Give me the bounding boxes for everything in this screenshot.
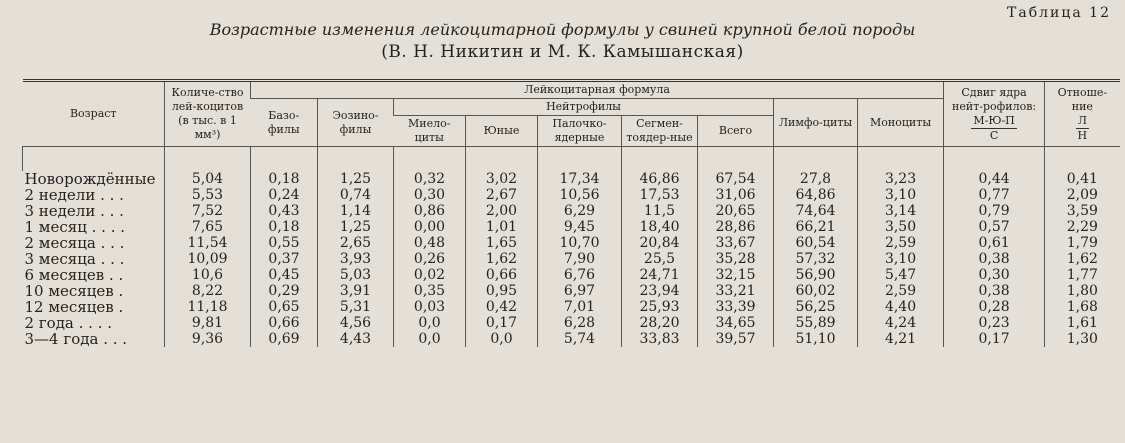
header-shift-label: Сдвиг ядра нейт-рофилов:: [952, 85, 1037, 113]
cell-count: 7,52: [165, 203, 251, 219]
cell-shift: 0,44: [944, 171, 1045, 187]
header-ratio-denominator: Н: [1077, 128, 1088, 142]
cell-age: 6 месяцев . .: [24, 266, 124, 284]
cell-eos: 5,03: [318, 267, 394, 283]
cell-seg: 11,5: [622, 203, 698, 219]
header-eosinophils: Эозино-филы: [318, 99, 394, 147]
cell-ratio: 1,80: [1045, 283, 1120, 299]
cell-ratio: 1,61: [1045, 315, 1120, 331]
cell-ratio: 1,79: [1045, 235, 1120, 251]
cell-shift: 0,28: [944, 299, 1045, 315]
cell-eos: 3,91: [318, 283, 394, 299]
cell-band: 5,74: [538, 331, 622, 347]
header-shift: [944, 81, 1045, 147]
cell-seg: 33,83: [622, 331, 698, 347]
cell-baso: 0,65: [251, 299, 318, 315]
cell-mono: 3,10: [858, 187, 944, 203]
table-row: [23, 299, 1120, 315]
cell-myel: 0,32: [394, 171, 466, 187]
header-basophils: Базо-филы: [251, 99, 318, 147]
cell-band: 6,28: [538, 315, 622, 331]
cell-ratio: 3,59: [1045, 203, 1120, 219]
header-count: Количе-ство лей-коцитов (в тыс. в 1 мм³): [165, 81, 251, 147]
cell-myel: 0,03: [394, 299, 466, 315]
cell-count: 5,53: [165, 187, 251, 203]
cell-mono: 4,24: [858, 315, 944, 331]
cell-myel: 0,30: [394, 187, 466, 203]
cell-mono: 3,50: [858, 219, 944, 235]
cell-count: 9,81: [165, 315, 251, 331]
leukocyte-table: [22, 79, 1120, 347]
cell-band: 6,29: [538, 203, 622, 219]
cell-age: 3 недели . . .: [24, 202, 124, 220]
cell-age: 3—4 года . . .: [24, 330, 128, 348]
cell-band: 10,70: [538, 235, 622, 251]
cell-eos: 5,31: [318, 299, 394, 315]
cell-baso: 0,29: [251, 283, 318, 299]
cell-young: 1,62: [466, 251, 538, 267]
cell-mono: 2,59: [858, 235, 944, 251]
cell-count: 11,54: [165, 235, 251, 251]
cell-band: 7,01: [538, 299, 622, 315]
cell-mono: 3,10: [858, 251, 944, 267]
cell-seg: 17,53: [622, 187, 698, 203]
cell-age: 12 месяцев .: [24, 298, 124, 316]
header-shift-numerator: М-Ю-П: [973, 113, 1015, 127]
cell-seg: 18,40: [622, 219, 698, 235]
cell-age: 2 недели . . .: [24, 186, 124, 204]
cell-mono: 2,59: [858, 283, 944, 299]
table-row: [23, 187, 1120, 203]
cell-count: 8,22: [165, 283, 251, 299]
cell-eos: 3,93: [318, 251, 394, 267]
cell-lymph: 64,86: [774, 187, 858, 203]
cell-lymph: 27,8: [774, 171, 858, 187]
table-row: [23, 203, 1120, 219]
cell-shift: 0,79: [944, 203, 1045, 219]
cell-eos: 1,14: [318, 203, 394, 219]
header-formula-group: Лейкоцитарная формула: [251, 81, 944, 99]
cell-baso: 0,69: [251, 331, 318, 347]
cell-age: 10 месяцев .: [24, 282, 124, 300]
cell-baso: 0,55: [251, 235, 318, 251]
table-row: [23, 171, 1120, 187]
cell-seg: 20,84: [622, 235, 698, 251]
header-ratio-numerator: Л: [1077, 113, 1087, 127]
cell-count: 11,18: [165, 299, 251, 315]
cell-count: 9,36: [165, 331, 251, 347]
header-band: Палочко-ядерные: [538, 116, 622, 147]
cell-shift: 0,57: [944, 219, 1045, 235]
cell-seg: 25,93: [622, 299, 698, 315]
table-row: [23, 267, 1120, 283]
cell-total: 31,06: [698, 187, 774, 203]
cell-age: 2 года . . . .: [24, 314, 113, 332]
cell-young: 0,17: [466, 315, 538, 331]
cell-shift: 0,61: [944, 235, 1045, 251]
cell-young: 0,66: [466, 267, 538, 283]
cell-eos: 1,25: [318, 219, 394, 235]
spacer-row: [23, 147, 1120, 172]
cell-young: 2,00: [466, 203, 538, 219]
cell-baso: 0,37: [251, 251, 318, 267]
cell-lymph: 51,10: [774, 331, 858, 347]
cell-count: 5,04: [165, 171, 251, 187]
cell-eos: 1,25: [318, 171, 394, 187]
cell-band: 17,34: [538, 171, 622, 187]
header-monocytes: Моноциты: [858, 99, 944, 147]
cell-shift: 0,38: [944, 251, 1045, 267]
cell-baso: 0,18: [251, 219, 318, 235]
cell-ratio: 0,41: [1045, 171, 1120, 187]
cell-eos: 2,65: [318, 235, 394, 251]
cell-age: Новорождённые: [24, 170, 156, 188]
cell-lymph: 60,54: [774, 235, 858, 251]
cell-mono: 5,47: [858, 267, 944, 283]
cell-age: 3 месяца . . .: [24, 250, 125, 268]
cell-band: 6,76: [538, 267, 622, 283]
cell-total: 20,65: [698, 203, 774, 219]
cell-band: 6,97: [538, 283, 622, 299]
cell-ratio: 2,29: [1045, 219, 1120, 235]
cell-baso: 0,66: [251, 315, 318, 331]
cell-shift: 0,30: [944, 267, 1045, 283]
cell-eos: 0,74: [318, 187, 394, 203]
cell-total: 33,39: [698, 299, 774, 315]
cell-ratio: 1,77: [1045, 267, 1120, 283]
cell-band: 9,45: [538, 219, 622, 235]
cell-band: 10,56: [538, 187, 622, 203]
cell-myel: 0,26: [394, 251, 466, 267]
table-row: [23, 235, 1120, 251]
cell-young: 1,65: [466, 235, 538, 251]
cell-young: 2,67: [466, 187, 538, 203]
cell-young: 0,0: [466, 331, 538, 347]
cell-total: 33,67: [698, 235, 774, 251]
cell-ratio: 1,68: [1045, 299, 1120, 315]
cell-myel: 0,00: [394, 219, 466, 235]
cell-shift: 0,23: [944, 315, 1045, 331]
cell-total: 34,65: [698, 315, 774, 331]
cell-baso: 0,24: [251, 187, 318, 203]
table-authors: (В. Н. Никитин и М. К. Камышанская): [381, 42, 744, 62]
table-number: Таблица 12: [1007, 5, 1111, 21]
table-row: [23, 331, 1120, 347]
cell-seg: 25,5: [622, 251, 698, 267]
header-neutrophils-group: Нейтрофилы: [394, 99, 774, 116]
cell-age: 2 месяца . . .: [24, 234, 125, 252]
cell-shift: 0,77: [944, 187, 1045, 203]
cell-ratio: 1,30: [1045, 331, 1120, 347]
cell-total: 35,28: [698, 251, 774, 267]
cell-baso: 0,45: [251, 267, 318, 283]
table-title: Возрастные изменения лейкоцитарной формулы у свиней крупной белой породы: [209, 20, 916, 39]
cell-mono: 3,14: [858, 203, 944, 219]
cell-seg: 23,94: [622, 283, 698, 299]
cell-lymph: 74,64: [774, 203, 858, 219]
table-row: [23, 315, 1120, 331]
cell-seg: 46,86: [622, 171, 698, 187]
header-shift-denominator: С: [989, 128, 999, 142]
cell-shift: 0,17: [944, 331, 1045, 347]
cell-lymph: 57,32: [774, 251, 858, 267]
cell-myel: 0,35: [394, 283, 466, 299]
header-lymphocytes: Лимфо-циты: [774, 99, 858, 147]
cell-count: 10,09: [165, 251, 251, 267]
cell-total: 67,54: [698, 171, 774, 187]
cell-ratio: 2,09: [1045, 187, 1120, 203]
cell-myel: 0,0: [394, 331, 466, 347]
cell-baso: 0,43: [251, 203, 318, 219]
cell-ratio: 1,62: [1045, 251, 1120, 267]
cell-eos: 4,43: [318, 331, 394, 347]
cell-count: 10,6: [165, 267, 251, 283]
cell-lymph: 56,90: [774, 267, 858, 283]
cell-young: 3,02: [466, 171, 538, 187]
cell-seg: 28,20: [622, 315, 698, 331]
cell-lymph: 66,21: [774, 219, 858, 235]
cell-mono: 3,23: [858, 171, 944, 187]
cell-total: 33,21: [698, 283, 774, 299]
cell-total: 28,86: [698, 219, 774, 235]
cell-total: 32,15: [698, 267, 774, 283]
cell-young: 0,42: [466, 299, 538, 315]
header-ratio-label: Отноше-ние: [1057, 85, 1108, 113]
cell-lymph: 55,89: [774, 315, 858, 331]
cell-mono: 4,40: [858, 299, 944, 315]
cell-myel: 0,48: [394, 235, 466, 251]
cell-eos: 4,56: [318, 315, 394, 331]
cell-young: 0,95: [466, 283, 538, 299]
cell-baso: 0,18: [251, 171, 318, 187]
cell-count: 7,65: [165, 219, 251, 235]
cell-myel: 0,02: [394, 267, 466, 283]
cell-young: 1,01: [466, 219, 538, 235]
header-young: Юные: [466, 116, 538, 147]
cell-myel: 0,0: [394, 315, 466, 331]
cell-band: 7,90: [538, 251, 622, 267]
header-total: Всего: [698, 116, 774, 147]
table-row: [23, 283, 1120, 299]
cell-myel: 0,86: [394, 203, 466, 219]
cell-lymph: 56,25: [774, 299, 858, 315]
cell-lymph: 60,02: [774, 283, 858, 299]
header-ratio: [1045, 81, 1120, 147]
header-segmented: Сегмен-тоядер-ные: [622, 116, 698, 147]
cell-age: 1 месяц . . . .: [24, 218, 126, 236]
table-row: [23, 251, 1120, 267]
table-row: [23, 219, 1120, 235]
header-myelocytes: Миело-циты: [394, 116, 466, 147]
header-age: Возраст: [23, 81, 165, 147]
cell-mono: 4,21: [858, 331, 944, 347]
cell-total: 39,57: [698, 331, 774, 347]
cell-seg: 24,71: [622, 267, 698, 283]
cell-shift: 0,38: [944, 283, 1045, 299]
